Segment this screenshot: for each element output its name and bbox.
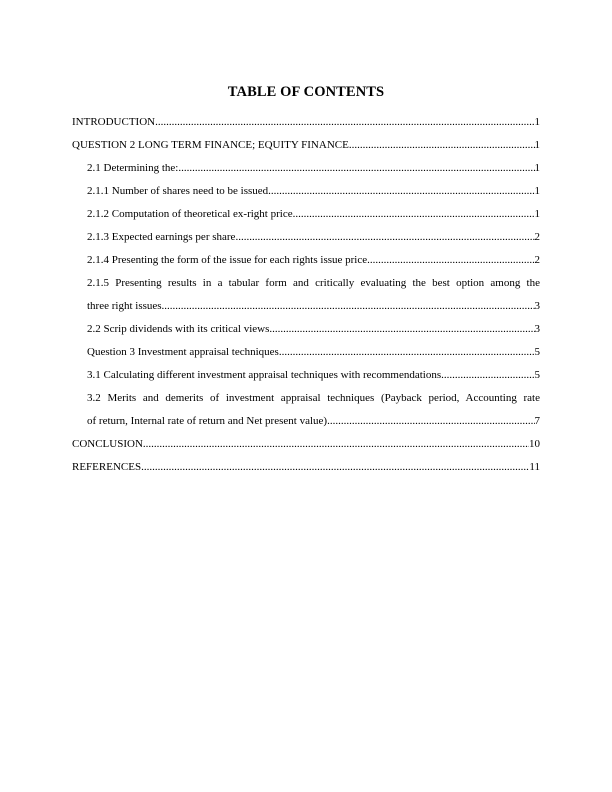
toc-page-number: 1 xyxy=(534,162,540,174)
toc-entry-2-2[interactable] xyxy=(72,318,540,341)
toc-entry-conclusion[interactable] xyxy=(72,433,540,456)
toc-entry-2-1[interactable] xyxy=(72,157,540,180)
dot-leader xyxy=(268,180,534,203)
dot-leader xyxy=(269,318,534,341)
toc-entry-text: 2.1.3 Expected earnings per share xyxy=(87,231,236,243)
toc-page-number: 3 xyxy=(534,300,540,312)
toc-entry-text: 2.2 Scrip dividends with its critical views xyxy=(87,323,270,335)
toc-entry-text-line-2: three right issues xyxy=(87,300,162,312)
dot-leader xyxy=(349,134,535,157)
toc-entry-text: CONCLUSION xyxy=(72,438,143,450)
dot-leader xyxy=(141,456,529,479)
toc-page-number: 11 xyxy=(529,461,540,473)
toc-entry-references[interactable] xyxy=(72,456,540,479)
dot-leader xyxy=(279,341,535,364)
dot-leader xyxy=(155,111,534,134)
toc-title: TABLE OF CONTENTS xyxy=(227,84,385,100)
toc-entry-text-line-1: 2.1.5 Presenting results in a tabular form and critically evaluating the best option among the xyxy=(87,277,540,289)
toc-entry-text: REFERENCES xyxy=(72,461,142,473)
dot-leader xyxy=(235,226,534,249)
dot-leader xyxy=(178,157,534,180)
dot-leader xyxy=(367,249,534,272)
toc-entry-2-1-2[interactable] xyxy=(72,203,540,226)
toc-entry-text: Question 3 Investment appraisal techniques xyxy=(87,346,279,358)
dot-leader xyxy=(441,364,534,387)
toc-entry-text: 2.1.2 Computation of theoretical ex-right price xyxy=(87,208,293,220)
toc-page-number: 3 xyxy=(534,323,540,335)
toc-page-number: 1 xyxy=(534,208,540,220)
toc-entry-text: 3.1 Calculating different investment appraisal techniques with recommendations xyxy=(87,369,442,381)
toc-page-number: 2 xyxy=(534,231,540,243)
toc-page-number: 5 xyxy=(534,369,540,381)
dot-leader xyxy=(162,295,535,318)
toc-entry-2-1-3[interactable] xyxy=(72,226,540,249)
dot-leader xyxy=(327,410,534,433)
toc-page-number: 7 xyxy=(534,415,540,427)
dot-leader xyxy=(293,203,535,226)
toc-page-number: 10 xyxy=(529,438,540,450)
toc-entry-3-1[interactable] xyxy=(72,364,540,387)
toc-entry-question-3[interactable] xyxy=(72,341,540,364)
toc-entry-text-line-2: of return, Internal rate of return and Net present value) xyxy=(87,415,328,427)
toc-page-number: 1 xyxy=(534,185,540,197)
toc-entry-2-1-4[interactable] xyxy=(72,249,540,272)
toc-entry-introduction[interactable] xyxy=(72,111,540,134)
toc-entry-3-2[interactable] xyxy=(72,387,540,433)
toc-entry-text: 2.1.4 Presenting the form of the issue for each rights issue price xyxy=(87,254,368,266)
toc-page-number: 5 xyxy=(534,346,540,358)
toc-page-number: 1 xyxy=(534,116,540,128)
toc-entry-text: QUESTION 2 LONG TERM FINANCE; EQUITY FINANCE xyxy=(72,139,349,151)
toc-entry-text: 2.1 Determining the: xyxy=(87,162,179,174)
toc-entry-text: INTRODUCTION xyxy=(72,116,156,128)
toc-entry-question-2[interactable] xyxy=(72,134,540,157)
toc-page-number: 2 xyxy=(534,254,540,266)
dot-leader xyxy=(143,433,529,456)
toc-entry-text: 2.1.1 Number of shares need to be issued xyxy=(87,185,269,197)
toc-entry-text-line-1: 3.2 Merits and demerits of investment appraisal techniques (Payback period, Accounting rate xyxy=(87,392,540,404)
toc-entry-2-1-1[interactable] xyxy=(72,180,540,203)
toc-entry-2-1-5[interactable] xyxy=(72,272,540,318)
table-of-contents xyxy=(72,111,540,479)
toc-page-number: 1 xyxy=(534,139,540,151)
